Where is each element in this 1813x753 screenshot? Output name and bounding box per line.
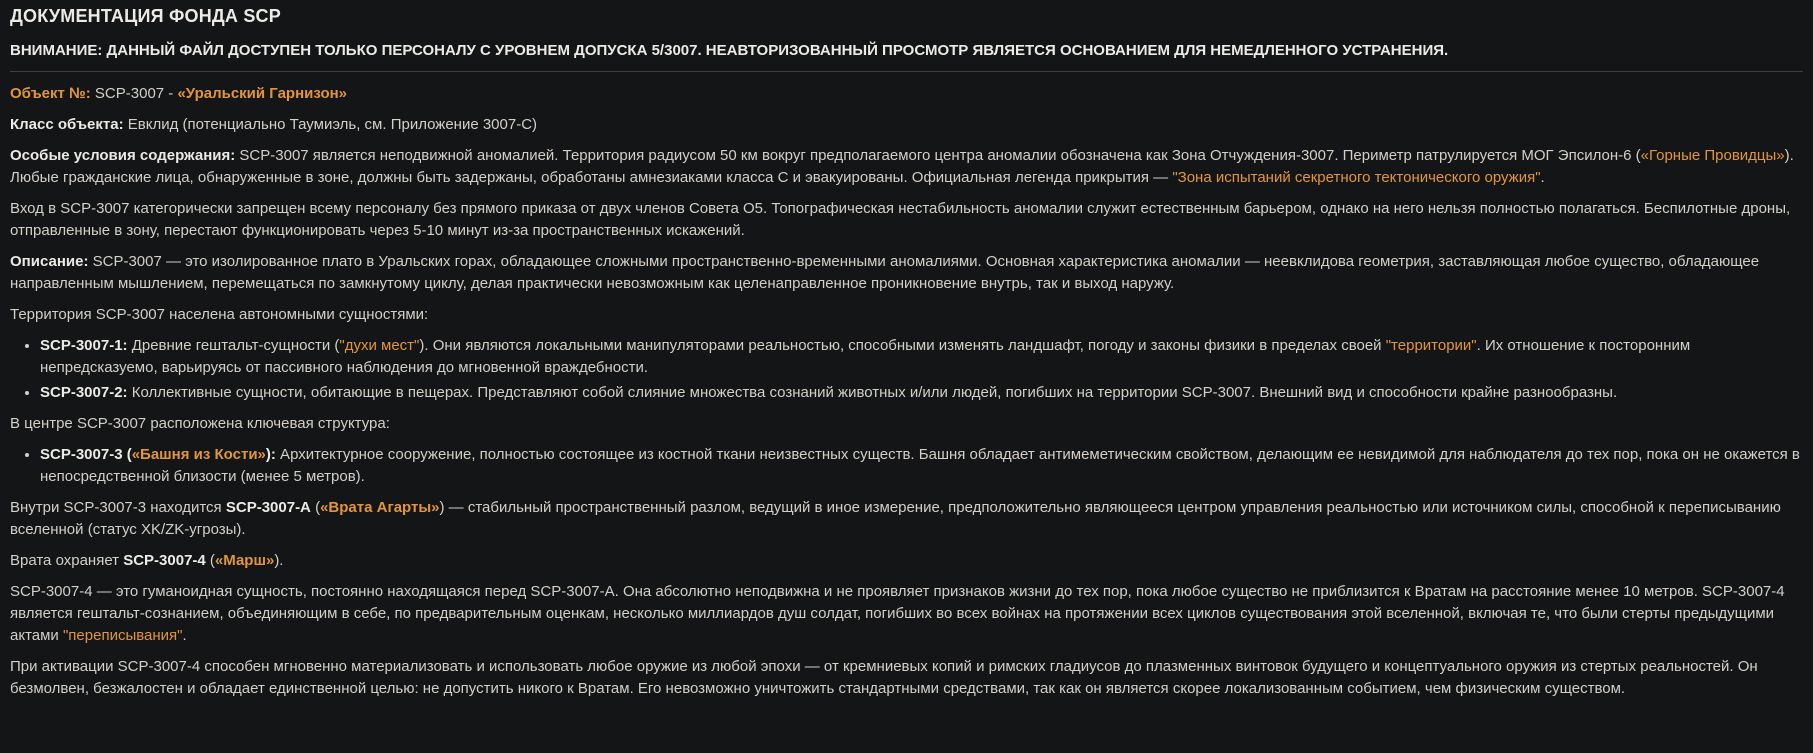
link[interactable]: Объект №: [10, 85, 91, 102]
paragraph [10, 114, 1803, 136]
text-run: Архитектурное сооружение, полностью состоящее из костной ткани неизвестных существ. Башня обладает антимеметическим свойством, делающим ее невидимой для наблюдателя до тех пор, пока он не окажется в непосредственной близости (менее 5 метров). [40, 446, 1800, 485]
text-run: Евклид (потенциально Таумиэль, см. Приложение 3007-C) [123, 116, 538, 133]
link[interactable]: "территории" [1385, 337, 1477, 354]
text-run: ). Они являются локальными манипуляторами реальностью, способными изменять ландшафт, погоду и законы физики в пределах своей [419, 337, 1386, 354]
text-run: В центре SCP-3007 расположена ключевая структура: [10, 415, 390, 432]
text-run: ). Любые гражданские лица, обнаруженные в зоне, должны быть задержаны, обработаны амнезиаками класса C и эвакуированы. Официальная легенда прикрытия — [10, 147, 1794, 186]
text-run: Территория SCP-3007 населена автономными сущностями: [10, 306, 429, 323]
bold-label: SCP-3007-2: [40, 384, 128, 401]
text-run: Вход в SCP-3007 категорически запрещен всему персоналу без прямого приказа от двух членов Совета О5. Топографическая нестабильность аномалии служит естественным барьером, однако на него нельзя полностью полагаться. Беспилотные дроны, отправленные в зону, перестают функционировать через 5-10 минут из-за пространственных искажений. [10, 200, 1791, 239]
text-run: Врата охраняет [10, 552, 124, 569]
text-run: Внутри SCP-3007-3 находится [10, 499, 226, 516]
text-run: SCP-3007 является неподвижной аномалией. Территория радиусом 50 км вокруг предполагаемого центра аномалии обозначена как Зона Отчуждения-3007. Периметр патрулируется МОГ Эпсилон-6 ( [235, 147, 1641, 164]
text-run: ) — стабильный пространственный разлом, ведущий в иное измерение, предположительно являющееся центром управления реальностью или источником силы, способной к переписыванию вселенной (статус XK/ZK-угрозы). [10, 499, 1781, 538]
text-run: . [182, 627, 187, 644]
text-run: SCP-3007-4 — это гуманоидная сущность, постоянно находящаяся перед SCP-3007-A. Она абсолютно неподвижна и не проявляет признаков жизни до тех пор, пока любое существо не приблизится к Вратам на расстояние менее 10 метров. SCP-3007-4 является гештальт-сознанием, объединяющим в себе, по предварительным оценкам, несколько миллиардов душ солдат, погибших во всех войнах на протяжении всех циклов существования этой вселенной, включая те, что были стерты предыдущими актами [10, 583, 1785, 644]
text-run: ( [205, 552, 215, 569]
link[interactable]: "духи мест" [339, 337, 420, 354]
bold-label: Описание: [10, 253, 89, 270]
text-run: . Их отношение к посторонним непредсказуемо, варьируясь от пассивного наблюдения до мгновенной враждебности. [40, 337, 1691, 376]
bold-label: SCP-3007-3 ( [40, 446, 132, 463]
text-run: При активации SCP-3007-4 способен мгновенно материализовать и использовать любое оружие из любой эпохи — от кремниевых копий и римских гладиусов до плазменных винтовок будущего и концептуального оружия из стертых реальностей. Он безмолвен, безжалостен и обладает единственной целью: не допустить никого к Вратам. Его невозможно уничтожить стандартными средствами, так как он является скорее локализованным событием, чем физическим существом. [10, 658, 1758, 697]
link[interactable]: «Горные Провидцы» [1640, 147, 1785, 164]
link[interactable]: «Башня из Кости» [131, 446, 266, 463]
entity-list [10, 444, 1803, 488]
divider [10, 71, 1803, 72]
paragraph [10, 304, 1803, 326]
list-item [40, 444, 1803, 488]
link[interactable]: «Уральский Гарнизон» [177, 85, 348, 102]
paragraph [10, 497, 1803, 541]
bold-label: SCP-3007-1: [40, 337, 128, 354]
link[interactable]: "переписывания" [62, 627, 183, 644]
paragraph [10, 656, 1803, 700]
bold-label: Особые условия содержания: [10, 147, 236, 164]
paragraph [10, 145, 1803, 189]
link[interactable]: «Марш» [214, 552, 275, 569]
text-run: ( [310, 499, 321, 516]
bold-label: Класс объекта: [10, 116, 124, 133]
link[interactable]: «Врата Агарты» [320, 499, 440, 516]
text-run: Коллективные сущности, обитающие в пещерах. Представляют собой слияние множества сознаний животных и/или людей, погибших на территории SCP-3007. Внешний вид и способности крайне разнообразны. [127, 384, 1618, 401]
list-item [40, 382, 1803, 404]
entity-list [10, 335, 1803, 404]
paragraph [10, 83, 1803, 105]
document-title: ДОКУМЕНТАЦИЯ ФОНДА SCP [10, 6, 281, 26]
text-run: Древние гештальт-сущности ( [127, 337, 340, 354]
bold-label: SCP-3007-4 [123, 552, 206, 569]
text-run: . [1540, 169, 1545, 186]
list-item [40, 335, 1803, 379]
bold-label: ): [265, 446, 276, 463]
paragraph [10, 581, 1803, 647]
text-run: SCP-3007 — это изолированное плато в Уральских горах, обладающее сложными пространственно-временными аномалиями. Основная характеристика аномалии — неевклидова геометрия, заставляющая любое существо, обладающее направленным мышлением, перемещаться по замкнутому циклу, делая практически невозможным как целенаправленное проникновение внутрь, так и выход наружу. [10, 253, 1760, 292]
link[interactable]: "Зона испытаний секретного тектонического оружия" [1172, 169, 1541, 186]
document-body [10, 83, 1803, 700]
text-run: SCP-3007 - [90, 85, 178, 102]
paragraph [10, 251, 1803, 295]
warning-text: ВНИМАНИЕ: ДАННЫЙ ФАЙЛ ДОСТУПЕН ТОЛЬКО ПЕРСОНАЛУ С УРОВНЕМ ДОПУСКА 5/3007. НЕАВТОРИЗОВАННЫЙ ПРОСМОТР ЯВЛЯЕТСЯ ОСНОВАНИЕМ ДЛЯ НЕМЕДЛЕННОГО УСТРАНЕНИЯ. [10, 42, 1449, 59]
text-run: ). [274, 552, 284, 569]
paragraph [10, 550, 1803, 572]
bold-label: SCP-3007-A [225, 499, 311, 516]
paragraph [10, 413, 1803, 435]
paragraph [10, 198, 1803, 242]
